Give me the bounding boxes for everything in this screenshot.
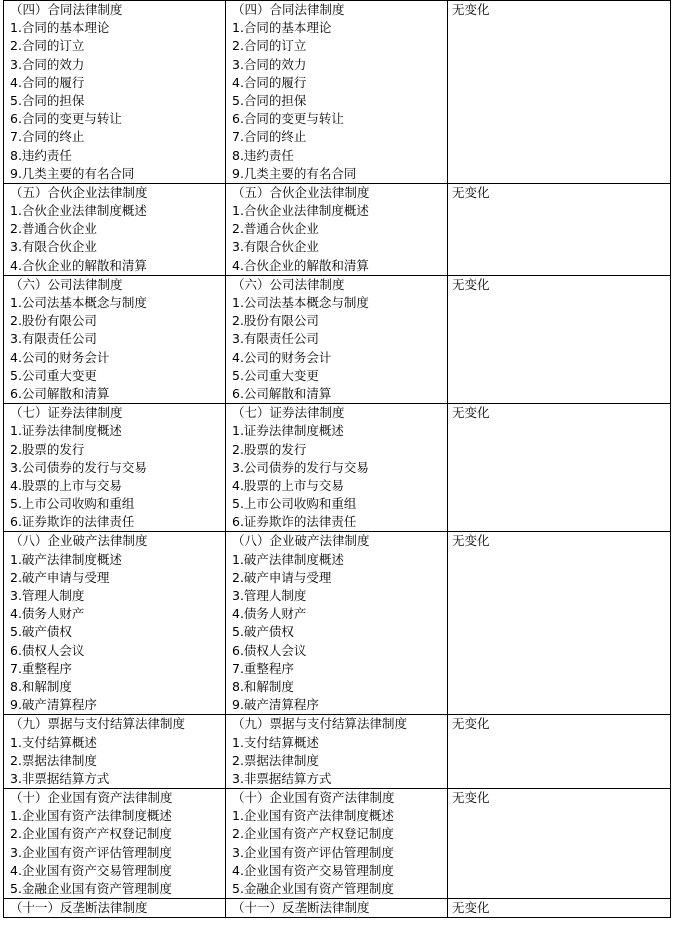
section-title: （五）合伙企业法律制度 xyxy=(10,184,148,200)
list-item: 2.企业国有资产产权登记制度 xyxy=(232,826,394,842)
change-status-text: 无变化 xyxy=(452,790,490,806)
list-item: 9.几类主要的有名合同 xyxy=(10,165,135,181)
list-item: 2.破产申请与受理 xyxy=(10,569,110,585)
list-item: 5.金融企业国有资产管理制度 xyxy=(232,881,394,896)
change-status-text: 无变化 xyxy=(452,900,490,916)
change-status-cell xyxy=(448,899,671,918)
table-row xyxy=(4,404,671,532)
list-item: 2.合同的订立 xyxy=(10,38,85,54)
list-item: 2.股份有限公司 xyxy=(10,313,97,329)
new-syllabus-cell xyxy=(226,1,448,184)
change-status-cell xyxy=(448,404,671,532)
table-row xyxy=(4,789,671,899)
list-item: 1.证券法律制度概述 xyxy=(232,423,344,439)
section-title: （七）证券法律制度 xyxy=(10,405,123,421)
list-item: 2.票据法律制度 xyxy=(232,752,319,768)
section-title: （五）合伙企业法律制度 xyxy=(232,184,370,200)
list-item: 3.公司债券的发行与交易 xyxy=(232,459,369,475)
syllabus-comparison-table xyxy=(3,0,671,918)
list-item: 2.普通合伙企业 xyxy=(232,221,319,237)
list-item: 3.有限责任公司 xyxy=(232,331,319,347)
list-item: 4.公司的财务会计 xyxy=(10,349,110,365)
list-item: 3.非票据结算方式 xyxy=(232,770,332,786)
list-item: 6.债权人会议 xyxy=(232,642,307,658)
list-item: 1.合伙企业法律制度概述 xyxy=(232,203,369,219)
list-item: 6.债权人会议 xyxy=(10,642,85,658)
section-title: （十）企业国有资产法律制度 xyxy=(10,790,173,806)
old-syllabus-cell xyxy=(4,275,226,403)
old-syllabus-cell xyxy=(4,899,226,918)
list-item: 9.破产清算程序 xyxy=(232,697,319,713)
list-item: 1.合同的基本理论 xyxy=(232,20,332,36)
section-title: （八）企业破产法律制度 xyxy=(232,533,370,549)
list-item: 4.合伙企业的解散和清算 xyxy=(232,257,369,273)
list-item: 2.股票的发行 xyxy=(232,441,307,457)
list-item: 1.公司法基本概念与制度 xyxy=(232,295,369,310)
change-status-text: 无变化 xyxy=(452,405,490,421)
list-item: 4.合同的履行 xyxy=(10,74,85,90)
list-item: 4.公司的财务会计 xyxy=(232,349,332,365)
change-status-cell xyxy=(448,183,671,275)
new-syllabus-cell xyxy=(226,275,448,403)
list-item: 1.企业国有资产法律制度概述 xyxy=(232,808,394,824)
list-item: 1.企业国有资产法律制度概述 xyxy=(10,808,172,824)
list-item: 1.支付结算概述 xyxy=(10,734,97,750)
list-item: 1.破产法律制度概述 xyxy=(10,551,122,567)
change-status-cell xyxy=(448,715,671,789)
section-title: （十一）反垄断法律制度 xyxy=(10,900,148,916)
list-item: 4.合同的履行 xyxy=(232,74,307,90)
list-item: 4.合伙企业的解散和清算 xyxy=(10,257,147,273)
section-title: （六）公司法律制度 xyxy=(10,276,123,292)
list-item: 1.公司法基本概念与制度 xyxy=(10,295,147,310)
list-item: 2.企业国有资产产权登记制度 xyxy=(10,826,172,842)
change-status-cell xyxy=(448,532,671,715)
list-item: 8.和解制度 xyxy=(232,678,294,694)
list-item: 6.公司解散和清算 xyxy=(10,385,110,401)
section-title: （十一）反垄断法律制度 xyxy=(232,900,370,916)
new-syllabus-cell xyxy=(226,715,448,789)
list-item: 4.股票的上市与交易 xyxy=(10,477,122,493)
list-item: 2.普通合伙企业 xyxy=(10,221,97,237)
list-item: 1.合同的基本理论 xyxy=(10,20,110,36)
list-item: 9.几类主要的有名合同 xyxy=(232,165,357,181)
list-item: 3.企业国有资产评估管理制度 xyxy=(232,844,394,860)
section-title: （九）票据与支付结算法律制度 xyxy=(10,716,186,732)
change-status-cell xyxy=(448,275,671,403)
list-item: 3.管理人制度 xyxy=(10,588,85,603)
list-item: 2.股份有限公司 xyxy=(232,313,319,329)
old-syllabus-cell xyxy=(4,789,226,899)
list-item: 1.破产法律制度概述 xyxy=(232,551,344,567)
list-item: 3.管理人制度 xyxy=(232,588,307,603)
list-item: 5.合同的担保 xyxy=(232,92,307,108)
change-status-cell xyxy=(448,1,671,184)
list-item: 5.上市公司收购和重组 xyxy=(10,496,135,512)
old-syllabus-cell xyxy=(4,532,226,715)
list-item: 6.证券欺诈的法律责任 xyxy=(232,514,357,530)
new-syllabus-cell xyxy=(226,789,448,899)
list-item: 7.合同的终止 xyxy=(232,129,307,145)
table-row xyxy=(4,532,671,715)
list-item: 6.合同的变更与转让 xyxy=(10,111,122,127)
new-syllabus-cell xyxy=(226,899,448,918)
list-item: 5.破产债权 xyxy=(232,624,294,640)
new-syllabus-cell xyxy=(226,404,448,532)
list-item: 5.合同的担保 xyxy=(10,92,85,108)
list-item: 2.合同的订立 xyxy=(232,38,307,54)
list-item: 5.公司重大变更 xyxy=(232,367,319,383)
change-status-text: 无变化 xyxy=(452,533,490,549)
list-item: 7.重整程序 xyxy=(232,660,294,676)
list-item: 3.非票据结算方式 xyxy=(10,770,110,786)
change-status-text: 无变化 xyxy=(452,2,490,17)
old-syllabus-cell xyxy=(4,404,226,532)
list-item: 3.公司债券的发行与交易 xyxy=(10,459,147,475)
table-row xyxy=(4,183,671,275)
change-status-text: 无变化 xyxy=(452,276,490,292)
old-syllabus-cell xyxy=(4,715,226,789)
list-item: 9.破产清算程序 xyxy=(10,697,97,713)
change-status-text: 无变化 xyxy=(452,716,490,732)
section-title: （四）合同法律制度 xyxy=(10,2,123,17)
old-syllabus-cell xyxy=(4,183,226,275)
list-item: 4.债务人财产 xyxy=(232,606,307,622)
list-item: 4.股票的上市与交易 xyxy=(232,477,344,493)
list-item: 2.股票的发行 xyxy=(10,441,85,457)
list-item: 3.合同的效力 xyxy=(10,56,85,72)
list-item: 3.合同的效力 xyxy=(232,56,307,72)
list-item: 3.有限合伙企业 xyxy=(232,239,319,255)
list-item: 3.企业国有资产评估管理制度 xyxy=(10,844,172,860)
list-item: 2.破产申请与受理 xyxy=(232,569,332,585)
section-title: （十）企业国有资产法律制度 xyxy=(232,790,395,806)
table-body xyxy=(4,1,671,918)
list-item: 8.违约责任 xyxy=(232,147,294,163)
table-row xyxy=(4,899,671,918)
list-item: 5.上市公司收购和重组 xyxy=(232,496,357,512)
list-item: 2.票据法律制度 xyxy=(10,752,97,768)
list-item: 5.公司重大变更 xyxy=(10,367,97,383)
old-syllabus-cell xyxy=(4,1,226,184)
list-item: 5.破产债权 xyxy=(10,624,72,640)
list-item: 4.企业国有资产交易管理制度 xyxy=(10,862,172,878)
table-row xyxy=(4,1,671,184)
list-item: 3.有限合伙企业 xyxy=(10,239,97,255)
list-item: 6.证券欺诈的法律责任 xyxy=(10,514,135,530)
list-item: 1.支付结算概述 xyxy=(232,734,319,750)
section-title: （四）合同法律制度 xyxy=(232,2,345,17)
section-title: （七）证券法律制度 xyxy=(232,405,345,421)
list-item: 4.企业国有资产交易管理制度 xyxy=(232,862,394,878)
new-syllabus-cell xyxy=(226,183,448,275)
list-item: 8.违约责任 xyxy=(10,147,72,163)
change-status-text: 无变化 xyxy=(452,184,490,200)
list-item: 6.合同的变更与转让 xyxy=(232,111,344,127)
list-item: 6.公司解散和清算 xyxy=(232,385,332,401)
list-item: 8.和解制度 xyxy=(10,678,72,694)
list-item: 1.证券法律制度概述 xyxy=(10,423,122,439)
list-item: 4.债务人财产 xyxy=(10,606,85,622)
table-row xyxy=(4,715,671,789)
list-item: 3.有限责任公司 xyxy=(10,331,97,347)
section-title: （九）票据与支付结算法律制度 xyxy=(232,716,408,732)
section-title: （六）公司法律制度 xyxy=(232,276,345,292)
list-item: 1.合伙企业法律制度概述 xyxy=(10,203,147,219)
list-item: 7.合同的终止 xyxy=(10,129,85,145)
table-row xyxy=(4,275,671,403)
section-title: （八）企业破产法律制度 xyxy=(10,533,148,549)
list-item: 5.金融企业国有资产管理制度 xyxy=(10,881,172,896)
list-item: 7.重整程序 xyxy=(10,660,72,676)
change-status-cell xyxy=(448,789,671,899)
new-syllabus-cell xyxy=(226,532,448,715)
